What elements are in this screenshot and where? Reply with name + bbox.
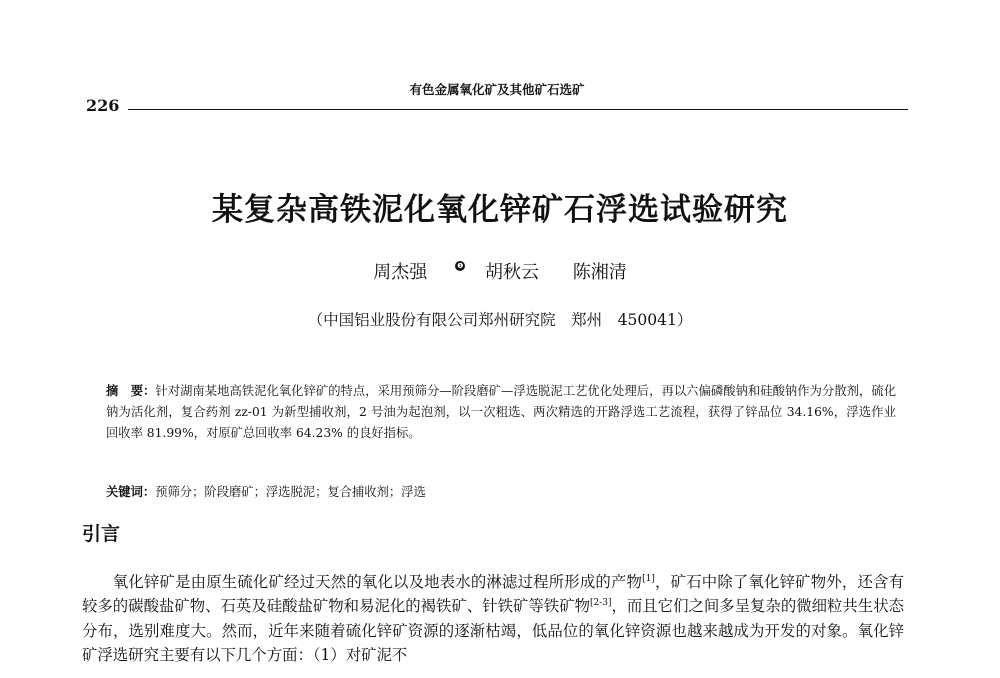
keywords-text: 预筛分；阶段磨矿；浮选脱泥；复合捕收剂；浮选	[155, 485, 426, 499]
abstract	[106, 381, 896, 444]
author-footnote-marker: ❶	[457, 262, 464, 270]
running-head: 有色金属氧化矿及其他矿石选矿	[409, 82, 585, 97]
page-header	[86, 82, 908, 116]
paragraph-text: ，而且它们之间多呈复杂的微细粒共生状态分布，选别难度大。然而，近年来随着硫化锌矿资源的逐渐枯竭，低品位的氧化锌资源也越来越成为开发的对象。氧化锌矿浮选研究主要有以下几个方面：（1）对矿泥不	[82, 597, 904, 664]
author-name: 周杰强	[373, 262, 428, 283]
section-heading: 引言	[82, 523, 121, 545]
keywords-label: 关键词：	[106, 485, 156, 499]
keywords	[106, 482, 896, 502]
citation-ref: [1]	[642, 573, 655, 584]
affiliation: （中国铝业股份有限公司郑州研究院 郑州 450041）	[307, 311, 693, 329]
author-name: 胡秋云	[485, 262, 539, 283]
citation-ref: [2-3]	[589, 598, 612, 609]
header-rule	[128, 109, 908, 110]
paper-title: 某复杂高铁泥化氧化锌矿石浮选试验研究	[212, 192, 788, 228]
author-list	[0, 261, 1000, 285]
author-name: 陈湘清	[572, 262, 627, 283]
page-number: 226	[86, 96, 120, 115]
body-text	[82, 570, 904, 667]
abstract-text: 针对湖南某地高铁泥化氧化锌矿的特点，采用预筛分—阶段磨矿—浮选脱泥工艺优化处理后，再以六偏磷酸钠和硅酸钠作为分散剂，硫化钠为活化剂，复合药剂 zz-01 为新型捕收剂，2 号油为起泡剂，以一次粗选、两次精选的开路浮选工艺流程，获得了锌品位 34.16%，浮选作业回收率 81.99%，对原矿总回收率 64.23% 的良好指标。	[106, 384, 896, 440]
paragraph-text: 氧化锌矿是由原生硫化矿经过天然的氧化以及地表水的淋滤过程所形成的产物	[112, 573, 643, 591]
paragraph-text: ，矿石中除了氧化锌矿物外，还含有较多的碳酸盐矿物、石英及硅酸盐矿物和易泥化的褐铁矿、针铁矿等铁矿物	[82, 573, 904, 616]
abstract-label: 摘 要：	[106, 384, 156, 398]
paragraph	[82, 570, 904, 667]
